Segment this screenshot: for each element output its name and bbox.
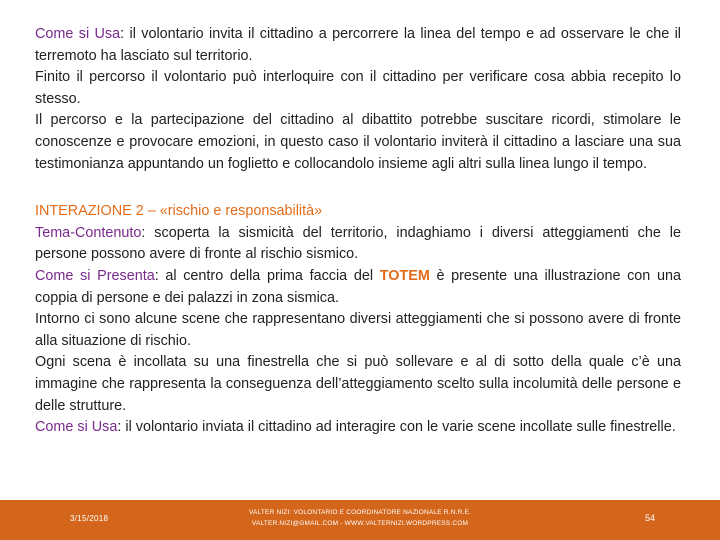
text-presenta-before: : al centro della prima faccia del (154, 267, 380, 284)
section-heading-interazione: INTERAZIONE 2 – «rischio e responsabilità» (35, 203, 323, 220)
paragraph-come-si-usa (35, 24, 681, 67)
footer-contact-line: VALTER.NIZI@GMAIL.COM - WWW.VALTERNIZI.WORDPRESS.COM (251, 520, 469, 527)
paragraph-ogni-scena: Ogni scena è incollata su una finestrella che si può sollevare e al di sotto della quale c’è una immagine che rappresenta la conseguenza dell’atteggiamento scelto sulla incolumità delle persone e delle strutture. (35, 354, 681, 414)
footer-author-line: VALTER NIZI: VOLONTARIO E COORDINATORE NAZIONALE R.N.R.E. (248, 509, 472, 516)
text-presenta-after: è presente una illustrazione con una coppia di persone e dei palazzi in zona sismica. (35, 267, 681, 306)
paragraph-tema-contenuto (35, 223, 681, 266)
paragraph-come-si-usa-2 (35, 417, 681, 439)
text-come-si-usa: : il volontario invita il cittadino a percorrere la linea del tempo e ad osservare le che il terremoto ha lasciato sul territorio. (35, 26, 681, 64)
slide-body (35, 24, 681, 439)
page-number: 54 (644, 513, 655, 523)
label-tema-contenuto: Tema-Contenuto (35, 224, 142, 241)
spacer (35, 175, 681, 201)
paragraph-come-si-presenta (35, 266, 681, 309)
label-come-si-presenta: Come si Presenta (35, 267, 155, 284)
footer-author-block (190, 507, 530, 529)
text-come-si-usa-2: : il volontario inviata il cittadino ad interagire con le varie scene incollate sulle finestrelle. (117, 419, 676, 436)
text-tema-contenuto: : scoperta la sismicità del territorio, indaghiamo i diversi atteggiamenti che le persone possono avere di fronte al rischio sismico. (35, 224, 681, 263)
footer-bar (0, 500, 720, 540)
totem-highlight: TOTEM (379, 267, 430, 284)
footer-date: 3/15/2018 (70, 514, 109, 523)
paragraph-intorno: Intorno ci sono alcune scene che rappresentano diversi atteggiamenti che si possono avere di fronte alla situazione di rischio. (35, 311, 681, 349)
label-come-si-usa: Come si Usa (35, 26, 121, 42)
label-come-si-usa-2: Come si Usa (35, 419, 118, 436)
paragraph-percorso: Il percorso e la partecipazione del cittadino al dibattito potrebbe suscitare ricordi, stimolare le conoscenze e provocare emozioni, in questo caso il volontario inviterà il cittadino a lasciare una sua testimonianza appuntando un foglietto e collocandolo insieme agli altri sulla linea lungo il tempo. (35, 112, 681, 172)
paragraph-finito: Finito il percorso il volontario può interloquire con il cittadino per verificare cosa abbia recepito lo stesso. (35, 69, 681, 107)
